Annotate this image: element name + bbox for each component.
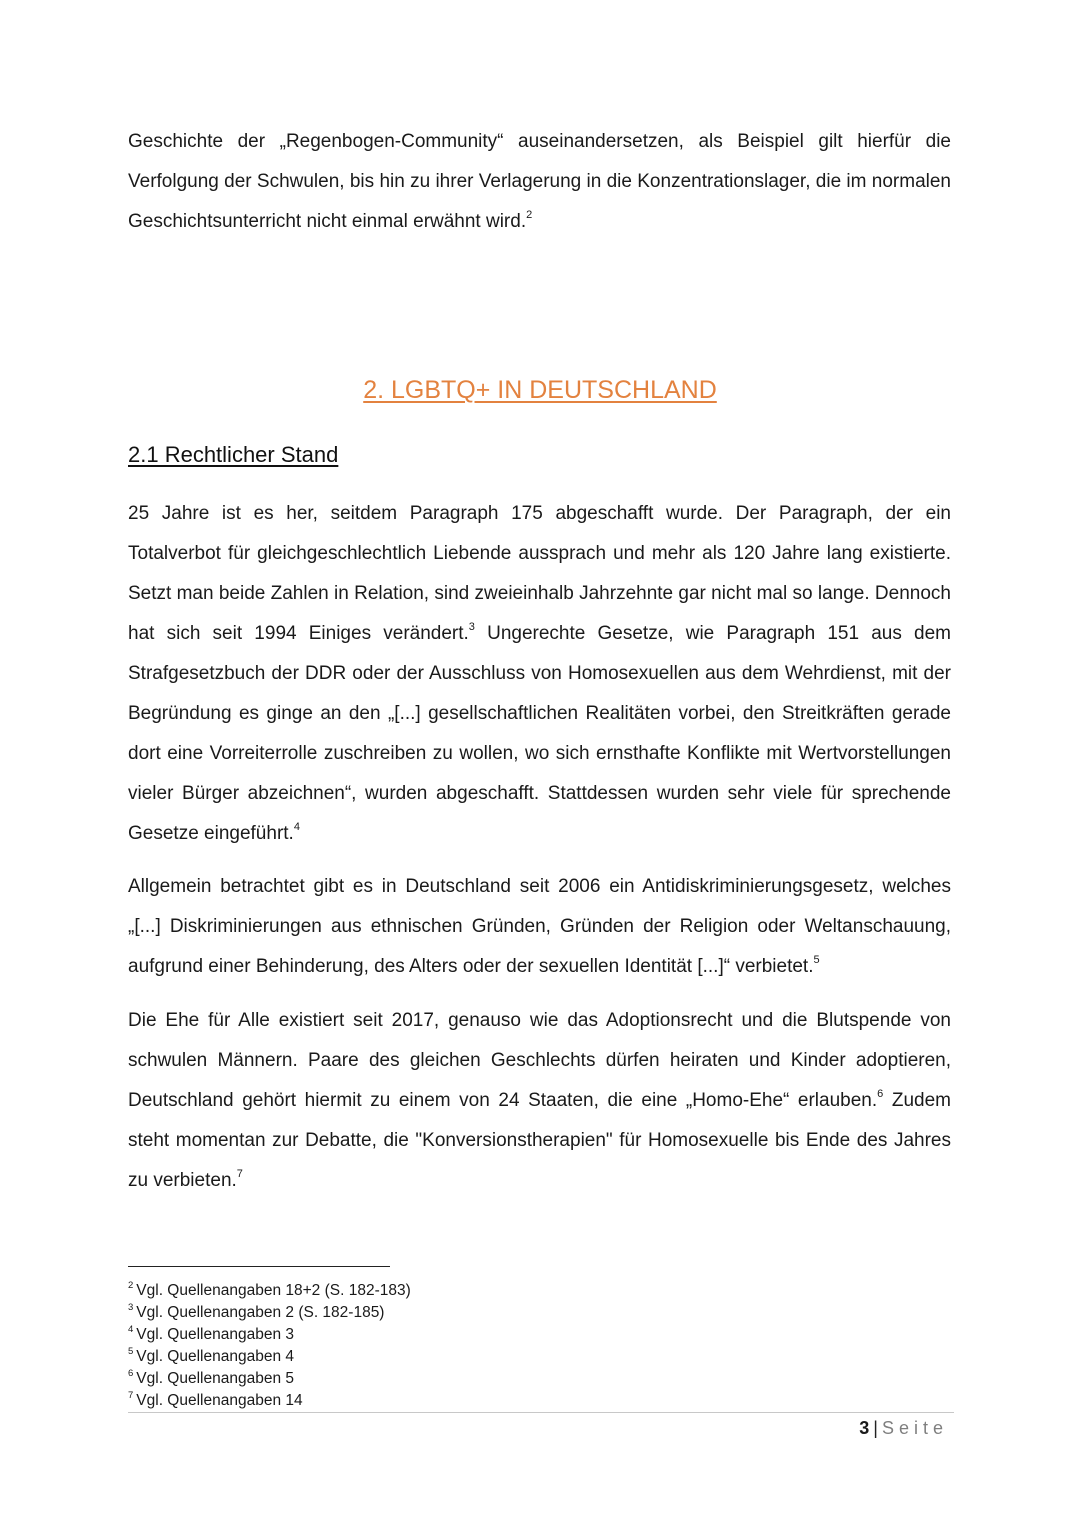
footnote-text: Vgl. Quellenangaben 3: [136, 1326, 295, 1343]
footnote-number: 5: [128, 1345, 134, 1357]
page-number: 3: [859, 1418, 870, 1438]
footnote-ref-5[interactable]: 5: [813, 953, 820, 966]
page-label: Seite: [881, 1418, 948, 1438]
paragraph-marriage: [128, 1001, 951, 1201]
footnote-number: 4: [128, 1323, 134, 1335]
footnote-number: 2: [128, 1279, 134, 1291]
footnote-ref-7[interactable]: 7: [236, 1167, 243, 1180]
footnote-text: Vgl. Quellenangaben 4: [136, 1348, 295, 1365]
footnote-item: [128, 1302, 411, 1324]
footnote-ref-4[interactable]: 4: [293, 820, 300, 833]
paragraph-text: Allgemein betrachtet gibt es in Deutschland seit 2006 ein Antidiskriminierungsgesetz, welches „[...] Diskriminierungen aus ethnischen Gründen, Gründen der Religion oder Weltanschauung, aufgrund einer Behinderung, des Alters oder der sexuellen Identität [...]“ verbietet.: [128, 876, 951, 977]
page-footer: [859, 1416, 948, 1440]
paragraph-text: Zudem steht momentan zur Debatte, die "Konversionstherapien" für Homosexuelle bis Ende des Jahres zu verbieten.: [128, 1090, 951, 1191]
chapter-title: 2. LGBTQ+ IN DEUTSCHLAND: [363, 376, 717, 404]
intro-paragraph: [128, 122, 951, 242]
footnote-separator: [128, 1266, 390, 1267]
footnote-ref-6[interactable]: 6: [877, 1087, 884, 1100]
intro-text: Geschichte der „Regenbogen-Community“ auseinandersetzen, als Beispiel gilt hierfür die Verfolgung der Schwulen, bis hin zu ihrer Verlagerung in die Konzentrationslager, die im normalen Geschichtsunterricht nicht einmal erwähnt wird.: [128, 131, 951, 232]
footnote-item: [128, 1368, 411, 1390]
paragraph-text: 25 Jahre ist es her, seitdem Paragraph 175 abgeschafft wurde. Der Paragraph, der ein Totalverbot für gleichgeschlechtlich Liebende aussprach und mehr als 120 Jahre lang existierte. Setzt man beide Zahlen in Relation, sind zweieinhalb Jahrzehnte gar nicht mal so lange. Dennoch hat sich seit 1994 Einiges verändert.: [128, 503, 951, 644]
footnote-item: [128, 1346, 411, 1368]
paragraph-antidiscrimination: [128, 867, 951, 987]
footnote-text: Vgl. Quellenangaben 2 (S. 182-185): [136, 1304, 385, 1321]
footnote-ref-3[interactable]: 3: [468, 620, 475, 633]
footnote-list: [128, 1280, 411, 1412]
footnote-number: 6: [128, 1367, 134, 1379]
footnote-text: Vgl. Quellenangaben 5: [136, 1370, 295, 1387]
footnote-number: 7: [128, 1389, 134, 1401]
footnote-item: [128, 1324, 411, 1346]
footnote-text: Vgl. Quellenangaben 14: [136, 1392, 303, 1409]
footnote-item: [128, 1390, 411, 1412]
page-separator: |: [873, 1418, 878, 1438]
paragraph-text: Die Ehe für Alle existiert seit 2017, genauso wie das Adoptionsrecht und die Blutspende von schwulen Männern. Paare des gleichen Geschlechts dürfen heiraten und Kinder adoptieren, Deutschland gehört hiermit zu einem von 24 Staaten, die eine „Homo-Ehe“ erlauben.: [128, 1010, 951, 1111]
footnote-text: Vgl. Quellenangaben 18+2 (S. 182-183): [136, 1282, 411, 1299]
paragraph-text: Ungerechte Gesetze, wie Paragraph 151 aus dem Strafgesetzbuch der DDR oder der Ausschluss von Homosexuellen aus dem Wehrdienst, mit der Begründung es ginge an den „[...] gesellschaftlichen Realitäten vorbei, den Streitkräften gerade dort eine Vorreiterrolle zuschreiben zu wollen, wo sich ernsthafte Konflikte mit Wertvorstellungen vieler Bürger abzeichnen“, wurden abgeschafft. Stattdessen wurden sehr viele für sprechende Gesetze eingeführt.: [128, 623, 951, 844]
paragraph-legal-history: [128, 494, 951, 854]
footnote-ref-2[interactable]: 2: [526, 208, 533, 221]
footnote-number: 3: [128, 1301, 134, 1313]
section-title: 2.1 Rechtlicher Stand: [128, 442, 339, 467]
footer-separator: [128, 1412, 954, 1413]
footnote-item: [128, 1280, 411, 1302]
